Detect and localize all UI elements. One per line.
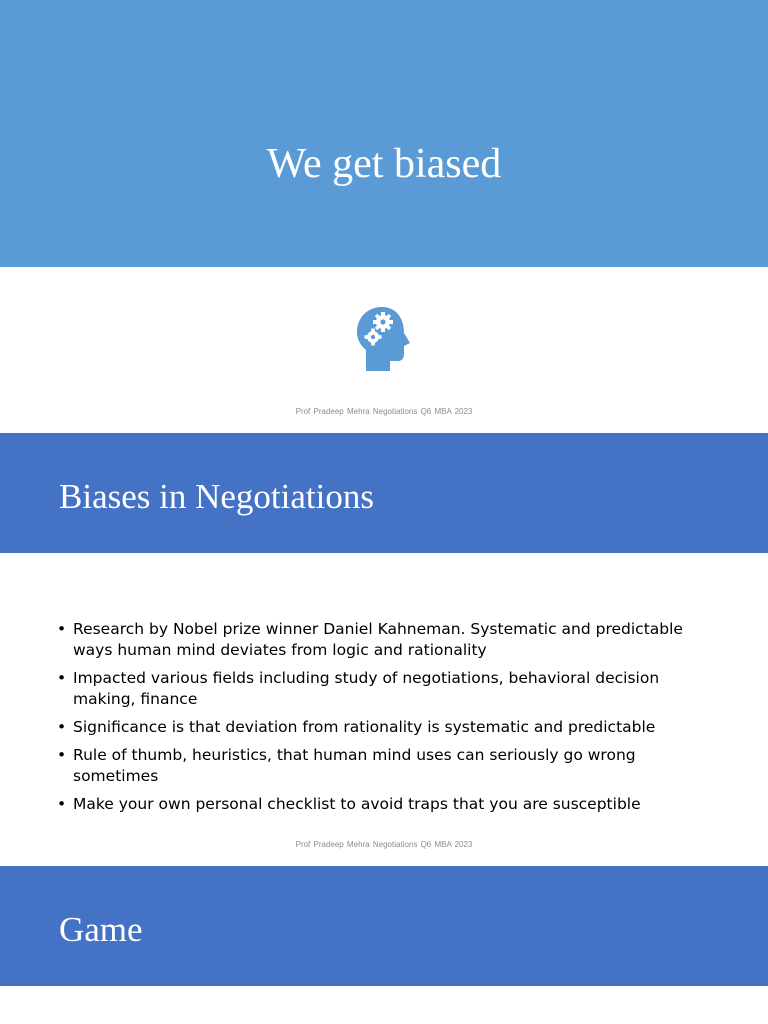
bullet-list [57, 619, 717, 822]
bullet-text: Impacted various fields including study of negotiations, behavioral decision making, finance [73, 669, 660, 708]
bullet-item: • Make your own personal checklist to avoid traps that you are susceptible [57, 795, 641, 813]
title-banner [0, 433, 768, 553]
slide-footer: Prof Pradeep Mehra Negotiations Q6 MBA 2023 [295, 840, 473, 849]
bullet-text: Make your own personal checklist to avoid traps that you are susceptible [73, 795, 641, 813]
head-with-gears-icon [354, 305, 414, 373]
bullet-item: • Research by Nobel prize winner Daniel Kahneman. Systematic and predictable ways human mind deviates from logic and rationality [57, 620, 683, 659]
slide-footer: Prof Pradeep Mehra Negotiations Q6 MBA 2023 [295, 407, 473, 416]
slide-game [0, 866, 768, 1024]
slide-we-get-biased [0, 0, 768, 432]
slide-title: Biases in Negotiations [59, 477, 374, 516]
slide-title: We get biased [266, 141, 502, 187]
bullet-text: Rule of thumb, heuristics, that human mind uses can seriously go wrong sometimes [73, 746, 636, 785]
slide-biases-in-negotiations [0, 433, 768, 865]
slide-title: Game [59, 910, 143, 949]
bullet-item: • Significance is that deviation from rationality is systematic and predictable [57, 718, 656, 736]
title-banner [0, 0, 768, 267]
bullet-item: • Rule of thumb, heuristics, that human mind uses can seriously go wrong sometimes [57, 746, 636, 785]
bullet-item: • Impacted various fields including study of negotiations, behavioral decision making, finance [57, 669, 660, 708]
title-banner [0, 866, 768, 986]
bullet-text: Research by Nobel prize winner Daniel Kahneman. Systematic and predictable ways human mind deviates from logic and rationality [73, 620, 683, 659]
bullet-text: Significance is that deviation from rationality is systematic and predictable [73, 718, 656, 736]
